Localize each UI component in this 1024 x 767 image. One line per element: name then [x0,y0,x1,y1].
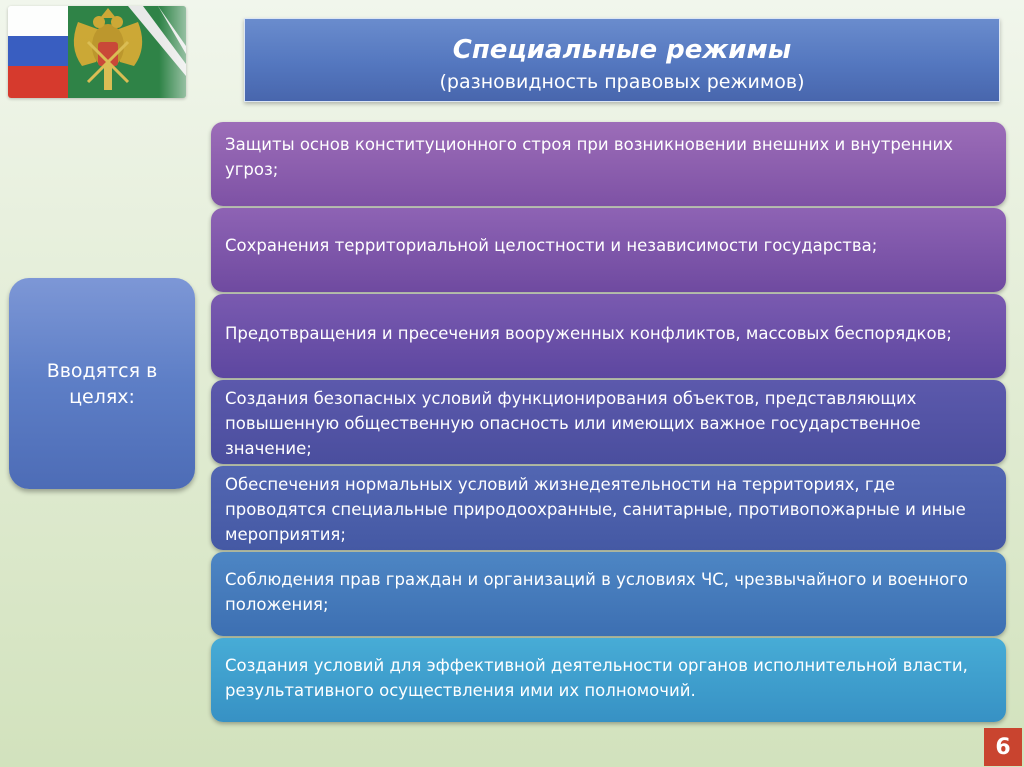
purpose-label: Вводятся в целях: [46,359,158,408]
goal-text: Обеспечения нормальных условий жизнедеятельности на территориях, где проводятся специальные природоохранные, санитарные, противопожарные и иные мероприятия; [225,474,966,544]
goal-text: Предотвращения и пресечения вооруженных конфликтов, массовых беспорядков; [225,323,952,343]
goal-text: Сохранения территориальной целостности и независимости государства; [225,235,878,255]
goal-item [211,294,1006,378]
goal-item [211,552,1006,636]
page-number-badge [984,728,1022,766]
purpose-label-box [9,278,195,489]
customs-emblem-logo [8,6,186,98]
goal-text: Соблюдения прав граждан и организаций в условиях ЧС, чрезвычайного и военного положения; [225,570,969,614]
page-number: 6 [995,734,1011,760]
title-banner [244,18,1000,102]
goal-item [211,466,1006,550]
goal-text: Создания безопасных условий функционирования объектов, представляющих повышенную общественную опасность или имеющих важное государственное значение; [225,388,921,458]
goal-text: Защиты основ конституционного строя при возникновении внешних и внутренних угроз; [225,135,954,179]
goal-item [211,122,1006,206]
page-subtitle: (разновидность правовых режимов) [439,71,805,93]
goal-text: Создания условий для эффективной деятельности органов исполнительной власти, результативного осуществления ими их полномочий. [225,656,968,700]
goal-item [211,208,1006,292]
page-title: Специальные режимы [452,35,792,65]
goal-item [211,380,1006,464]
goal-item [211,638,1006,722]
